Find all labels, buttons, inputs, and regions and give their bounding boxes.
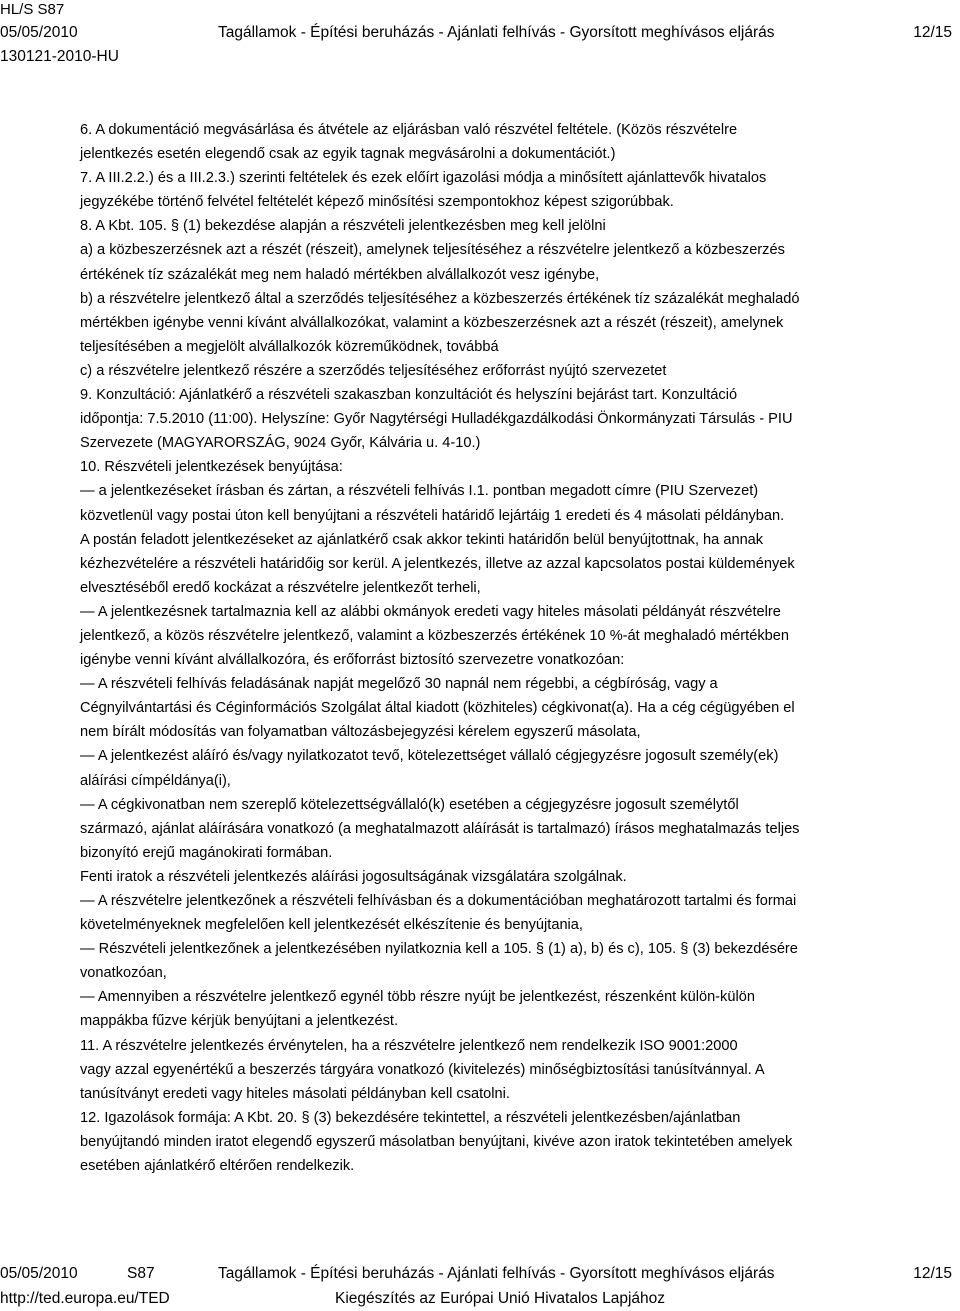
text-line: 10. Részvételi jelentkezések benyújtása:: [80, 459, 343, 476]
text-line: követelményeknek megfelelően kell jelentkezését elkészítenie és benyújtania,: [80, 917, 583, 934]
text-line: — A részvételi felhívás feladásának napját megelőző 30 napnál nem régebbi, a cégbíróság, vagy a: [80, 676, 718, 693]
text-line: — A részvételre jelentkezőnek a részvételi felhívásban és a dokumentációban meghatározott tartalmi és formai: [80, 893, 797, 909]
text-line: c) a részvételre jelentkező részére a szerződés teljesítéséhez erőforrást nyújtó szervezetet: [80, 362, 667, 379]
document-body: [80, 118, 950, 1178]
footer-series: S87: [127, 1265, 155, 1282]
text-line: nem bírált módosítás van folyamatban változásbejegyzési kérelem egyszerű másolata,: [80, 724, 641, 741]
header-page-number: 12/15: [913, 24, 952, 41]
text-line: mértékben igénybe venni kívánt alvállalkozókat, valamint a közbeszerzésnek azt a részét (részeit), amelynek: [80, 314, 784, 331]
text-line: A postán feladott jelentkezéseket az ajánlatkérő csak akkor tekinti határidőn belül benyújtottnak, ha annak: [80, 531, 764, 548]
footer-supplement: Kiegészítés az Európai Unió Hivatalos Lapjához: [335, 1290, 665, 1307]
text-line: Cégnyilvántartási és Céginformációs Szolgálat által kiadott (közhiteles) cégkivonat(a). Ha a cég cégügyében el: [80, 700, 795, 717]
text-line: b) a részvételre jelentkező által a szerződés teljesítéséhez a közbeszerzés értékének tíz százalékát meghaladó: [80, 290, 800, 307]
text-line: közvetlenül vagy postai úton kell benyújtani a részvételi határidő lejártáig 1 eredeti és 4 másolati példányban.: [80, 507, 785, 524]
text-line: jegyzékébe történő felvétel feltételét képező minősítési szempontokhoz képest szigorúbbak.: [80, 194, 674, 211]
text-line: 11. A részvételre jelentkezés érvénytelen, ha a részvételre jelentkező nem rendelkezik ISO 9001:2000: [80, 1037, 738, 1054]
text-line: — A cégkivonatban nem szereplő kötelezettségvállaló(k) esetében a cégjegyzésre jogosult személytől: [80, 796, 739, 813]
text-line: tanúsítványt eredeti vagy hiteles másolati példányban kell csatolni.: [80, 1085, 510, 1102]
text-line: igénybe venni kívánt alvállalkozóra, és erőforrást biztosító szervezetre vonatkozóan:: [80, 652, 625, 669]
text-line: — A jelentkezésnek tartalmaznia kell az alábbi okmányok eredeti vagy hiteles másolati példányát részvételre: [80, 603, 781, 620]
text-line: esetében ajánlatkérő eltérően rendelkezik.: [80, 1158, 355, 1175]
header-doc-id: 130121-2010-HU: [0, 48, 119, 65]
page-footer: [0, 1265, 960, 1311]
text-line: jelentkező, a közös részvételre jelentkező, valamint a közbeszerzés értékének 10 %-át meghaladó mértékben: [80, 627, 789, 644]
text-line: a) a közbeszerzésnek azt a részét (részeit), amelynek teljesítéséhez a részvételre jelentkező a közbeszerzés: [80, 242, 785, 259]
text-line: elvesztéséből eredő kockázat a részvételre jelentkezőt terheli,: [80, 579, 481, 596]
text-line: aláírási címpéldánya(i),: [80, 772, 231, 789]
text-line: 6. A dokumentáció megvásárlása és átvétele az eljárásban való részvétel feltétele. (Közös részvételre: [80, 122, 738, 138]
text-line: 7. A III.2.2.) és a III.2.3.) szerinti feltételek és ezek előírt igazolási módja a minősített ajánlattevők hivatalos: [80, 170, 767, 187]
text-line: kézhezvételére a részvételi határidőig sor kerül. A jelentkezés, illetve az azzal kapcsolatos postai küldemények: [80, 555, 795, 572]
text-line: 9. Konzultáció: Ajánlatkérő a részvételi szakaszban konzultációt és helyszíni bejárást tart. Konzultáció: [80, 387, 738, 404]
text-line: — A jelentkezést aláíró és/vagy nyilatkozatot tevő, kötelezettséget vállaló cégjegyzésre jogosult személy(ek): [80, 748, 779, 765]
text-line: Fenti iratok a részvételi jelentkezés aláírási jogosultságának vizsgálatára szolgálnak.: [80, 868, 627, 885]
text-line: vagy azzal egyenértékű a beszerzés tárgyára vonatkozó (kivitelezés) minőségbiztosítási tanúsítvánnyal. A: [80, 1061, 765, 1078]
header-series: HL/S S87: [0, 1, 65, 18]
text-line: — Részvételi jelentkezőnek a jelentkezésében nyilatkoznia kell a 105. § (1) a), b) és c), 105. § (3) bekezdésére: [80, 941, 798, 958]
footer-page-number: 12/15: [913, 1265, 952, 1282]
text-line: Szervezete (MAGYARORSZÁG, 9024 Győr, Kálvária u. 4-10.): [80, 435, 481, 452]
page-header: [0, 0, 960, 70]
header-title: Tagállamok - Építési beruházás - Ajánlati felhívás - Gyorsított meghívásos eljárás: [218, 24, 775, 41]
text-line: időpontja: 7.5.2010 (11:00). Helyszíne: Győr Nagytérségi Hulladékgazdálkodási Önkormányzati Társulás - PIU: [80, 411, 793, 428]
footer-link[interactable]: http://ted.europa.eu/TED: [0, 1290, 170, 1307]
text-line: benyújtandó minden iratot elegendő egyszerű másolatban benyújtani, kivéve azon iratok tekintetében amelyek: [80, 1133, 793, 1150]
text-line: mappákba fűzve kérjük benyújtani a jelentkezést.: [80, 1013, 399, 1030]
text-line: értékének tíz százalékát meg nem haladó mértékben alvállalkozót vesz igénybe,: [80, 266, 600, 283]
text-line: jelentkezés esetén elegendő csak az egyik tagnak megvásárolni a dokumentációt.): [80, 146, 616, 163]
text-line: vonatkozóan,: [80, 965, 167, 982]
footer-date: 05/05/2010: [0, 1265, 78, 1282]
text-line: bizonyító erejű magánokirati formában.: [80, 844, 333, 861]
footer-title: Tagállamok - Építési beruházás - Ajánlati felhívás - Gyorsított meghívásos eljárás: [218, 1265, 775, 1282]
text-line: — a jelentkezéseket írásban és zártan, a részvételi felhívás I.1. pontban megadott címre (PIU Szervezet): [80, 483, 759, 500]
text-line: 8. A Kbt. 105. § (1) bekezdése alapján a részvételi jelentkezésben meg kell jelölni: [80, 218, 606, 235]
header-date: 05/05/2010: [0, 24, 78, 41]
text-line: — Amennyiben a részvételre jelentkező egynél több részre nyújt be jelentkezést, részenként külön-külön: [80, 989, 755, 1006]
text-line: teljesítésében a megjelölt alvállalkozók közreműködnek, továbbá: [80, 338, 499, 355]
text-line: 12. Igazolások formája: A Kbt. 20. § (3) bekezdésére tekintettel, a részvételi jelentkezésben/ajánlatban: [80, 1109, 741, 1126]
text-line: származó, ajánlat aláírására vonatkozó (a meghatalmazott aláírását is tartalmazó) írásos meghatalmazás teljes: [80, 820, 800, 837]
